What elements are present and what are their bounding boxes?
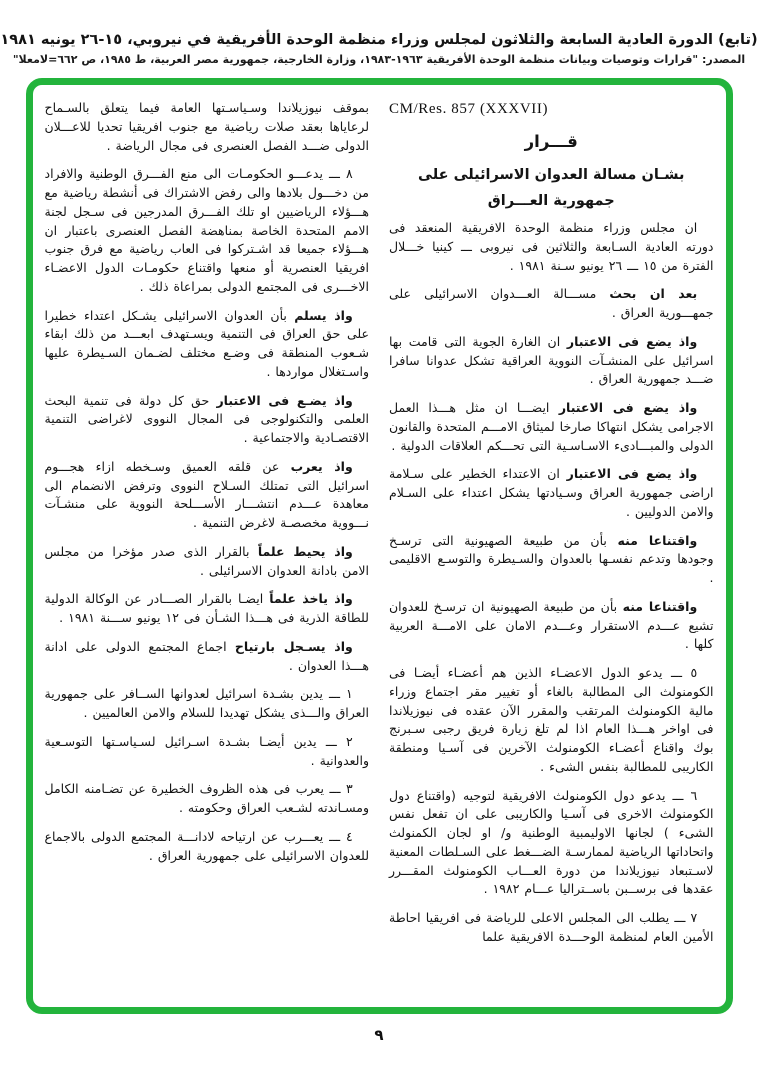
paragraph [389,598,714,654]
paragraph-lead: واذ يضـع فى الاعتبار [216,392,353,408]
paragraph [389,909,714,947]
paragraph [389,219,714,275]
paragraph-body: ان الغارة الجوية التى قامت بها اسرائيل على المنشـآت النووية العراقية تشكل عدوانا سافرا ضـــد جمهورية العراق . [389,333,714,387]
paragraph-body: بالقرار الذى صدر مؤخرا من مجلس الامن بادانة العدوان الاسرائيلى . [44,543,369,578]
paragraph-body: حق كل دولة فى تنمية البحث العلمى والتكنولوجى فى المجال النووى لاغراضى التنمية الاقتصـادية والاجتماعية . [44,392,369,445]
paragraph [45,590,370,628]
paragraph [389,787,714,900]
paragraph [45,543,370,581]
paragraph-body: ١ ـــ يدين بشـدة اسرائيل لعدوانها الســافر على جمهورية العراق والـــذى يشكل تهديدا للسلام والامن العالميين . [44,686,369,720]
paragraph-lead: واذ يعرب [290,458,353,474]
paragraph-lead: واذ يسـجل بارتياح [234,638,353,654]
resolution-heading: قـــرار [524,132,578,151]
paragraph-body: ٧ ـــ يطلب الى المجلس الاعلى للرياضة فى افريقيا احاطة الأمين العام لمنظمة الوحـــدة الافريقية علما [389,910,714,944]
paragraph [45,638,370,676]
paragraph-lead: واذ ياخذ علماً [269,591,353,607]
header-source-line: المصدر: "قرارات وتوصيات وبيانات منظمة الوحدة الأفريقية ١٩٦٣-١٩٨٣، وزارة الخارجية، جمهورية مصر العربية، ط ١٩٨٥، ص ٦٦٢=لامعلا" [12,53,746,66]
paragraph-body: ٥ ـــ يدعو الدول الاعضـاء الذين هم أعضـاء أيضـا فى الكومنولث الى المطالبة بالغاء أو تغيير مقر اجتماع وزراء مالية الكومنولث المرتقب والمقرر الآن عقده فى نيوزيلاندا فى اواخر هـــذا العام اذا لم تلغ زيارة فريق رجبى سـبرنج بوك واقناع أعضـاء الكومنولث الآخرين فى آسـيا ومنطقة الكاريبى للمطالبة بنفس الشىء . [389,665,714,774]
paragraph-body: بأن من طبيعة الصهيونية ان ترسـخ للعدوان تشيع عـــدم الاستقرار وعـــدم الامان على الامـــة العربية كلها . [389,598,714,652]
paragraph [45,828,370,866]
resolution-subject-line-1: بشـان مسالة العدوان الاسرائيلى على [418,167,685,183]
paragraph [45,780,370,818]
page-header [0,0,758,66]
column-right [389,99,714,997]
paragraph-body: اجماع المجتمع الدولى على ادانة هـــذا العدوان . [44,638,369,673]
paragraph [45,685,370,723]
paragraph [45,165,370,296]
paragraph-body: ايضـا بالقرار الصـــادر عن الوكالة الدولية للطاقة الذرية فى هـــذا الشـأن فى ١٢ يونيو ســـنة ١٩٨١ . [44,591,369,625]
green-frame [26,78,733,1014]
paragraph-lead: واذ يضع فى الاعتبار [566,333,698,349]
paragraph [389,333,714,389]
paragraph-body: ايضـــا ان مثل هـــذا العمل الاجرامى يشكل انتهاكا صارخا لميثاق الامـــم المتحدة والقانون الدولى والمبـــادىء الاسـاسـية التى تحـــكم العلاقات الدولية . [389,400,714,453]
paragraph-body: بموقف نيوزيلاندا وسـياسـتها العامة فيما يتعلق بالسـماح لرعاياها بعقد صلات رياضية مع جنوب افريقيا تحديا للاعـــلان الدولى ضـــد الفصل العنصرى فى مجال الرياضة . [44,100,369,153]
paragraph-body: ٦ ـــ يدعو دول الكومنولث الافريقية لتوجيه (واقتناع دول الكومنولث الاخرى فى آسـيا والكاريبى على ان تفعل نفس الشىء ) لجانها الاوليمبية الوطنية و/ او لجان الكمنولث واتحاداتها الرياضية لممارسـة الضـــغط على السـلطات المعنية لاسـتبعاد نيوزيلاندا من دورة العـــاب الكومنولث المقـــرر عقدها فى برســبن باســتراليا عـــام ١٩٨٢ . [389,787,714,897]
paragraph-body: ٢ ـــ يدين أيضـا بشـدة اسـرائيل لسـياسـتها التوسـعية والعدوانية . [44,733,369,768]
paragraph [389,399,714,455]
resolution-number: CM/Res. 857 (XXXVII) [389,101,549,117]
paragraph-lead: واذ يضع فى الاعتبار [558,400,698,415]
paragraph-lead: واذ يضع فى الاعتبار [566,466,698,482]
paragraph [45,307,370,382]
paragraph-lead: واقتناعا منه [622,598,698,614]
paragraph [389,532,714,588]
paragraph-lead: بعد ان بحث [609,286,698,302]
paragraph-lead: واذ يحيط علماً [257,543,353,559]
paragraph [45,99,370,155]
paragraph-body: بأن العدوان الاسرائيلى يشـكل اعتداء خطيرا على حق العراق فى التنمية ويسـتهدف ابعـــد من ذلك ابقاء شـعوب المنطقة فى وضـع مختلف لضـمان السـيطرة عليها واسـتغلال مواردها . [44,307,369,379]
paragraph-body: ٤ ـــ يعـــرب عن ارتياحه لادانـــة المجتمع الدولى بالاجماع للعدوان الاسرائيلى على جمهورية العراق . [44,828,369,863]
paragraph [45,392,370,448]
header-session-title: (تابع) الدورة العادية السابعة والثلاثون لمجلس وزراء منظمة الوحدة الأفريقية في نيروبي، ١٥-٢٦ يونيه ١٩٨١ [0,32,758,48]
paragraph [389,664,714,777]
paragraph [45,733,370,771]
column-left [45,99,370,997]
paragraph-lead: واقتناعا منه [617,532,698,548]
paragraph-lead: واذ يسلم [294,307,353,323]
paragraph-body: مســـالة العـــدوان الاسرائيلى على جمهـــورية العراق . [389,286,714,320]
paragraph [45,458,370,533]
text-columns [45,99,714,997]
paragraph-body: عن قلقه العميق وسـخطه ازاء هجـــوم اسرائيل التى تمتلك السـلاح النووى وترفض الانضمام الى معاهدة عـــدم انتشـــار الأســـلحة النووية على منشـآت نـــووية مخصصـة لاغرض التنمية . [44,458,369,530]
paragraph [389,285,714,323]
paragraph-body: ان الاعتداء الخطير على سـلامة اراضى جمهورية العراق وسـيادتها يشكل اعتداء على السـلام والامن الدوليين . [389,466,714,519]
resolution-subject-line-2: جمهورية العـــراق [487,193,615,209]
paragraph-body: ٨ ـــ يدعـــو الحكومـات الى منع الفـــرق الوطنية والافراد من دخـــول بلادها والى رفض الاشتراك فى أنشطة رياضية مع هـــؤلاء الرياضيين او تلك الفـــرق المدرجين فى سـجل لجنة الامم المتحدة الخاصة بمناهضة الفصل العنصرى باعتبار ان هـــؤلاء جميعا قد اشـتركوا فى العاب رياضية مع فرق جنوب افريقيا العنصرية أو منعها واقتناع حكومـات الدول الاعضـاء الاخـــرى فى المجتمع الدولى بمراعاة ذلك . [44,166,369,294]
paragraph-body: ٣ ـــ يعرب فى هذه الظروف الخطيرة عن تضـامنه الكامل ومسـاندته لشـعب العراق وحكومته . [44,781,369,815]
page-number: ٩ [374,1026,384,1044]
paragraph-body: ان مجلس وزراء منظمة الوحدة الافريقية المنعقد فى دورته العادية السـابعة والثلاثين فى نيروبى ـــ كينيا خـــلال الفترة من ١٥ ـــ ٢٦ يونيو سـنة ١٩٨١ . [389,220,714,273]
paragraph-body: بأن من طبيعة الصهيونية التى ترسـخ وجودها وتدعم نفسـها بالعدوان والسـيطرة والتوسـع الاقليمى . [389,532,714,585]
paragraph [389,465,714,521]
